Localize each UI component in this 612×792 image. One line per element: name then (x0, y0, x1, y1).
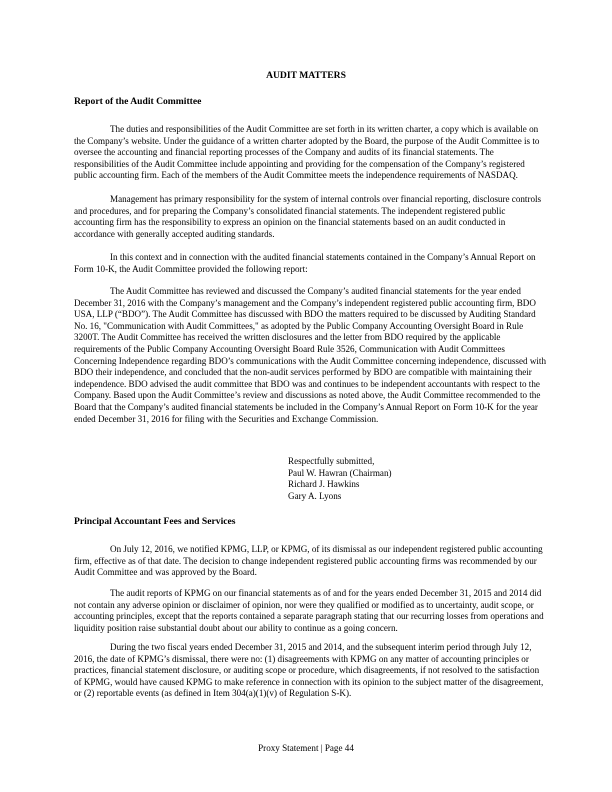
section-heading-audit-committee-report: Report of the Audit Committee (74, 96, 202, 107)
paragraph-committee-duties: The duties and responsibilities of the Audit Committee are set forth in its written charter, a copy which is available on the Company’s website. Under the guidance of a written charter adopted by the Board, the purpose of the Audit Committee is to oversee the accounting and financial reporting processes of the Company and audits of its financial statements. The responsibilities of the Audit Committee include appointing and providing for the compensation of the Company’s registered public accounting firm. Each of the members of the Audit Committee meets the independence requirements of NASDAQ. (74, 124, 540, 181)
paragraph-committee-report: The Audit Committee has reviewed and discussed the Company’s audited financial statements for the year ended December 31, 2016 with the Company’s management and the Company’s independent registered public accounting firm, BDO USA, LLP (“BDO”). The Audit Committee has discussed with BDO the matters required to be discussed by Auditing Standard No. 16, "Communication with Audit Committees," as adopted by the Public Company Accounting Oversight Board in Rule 3200T. The Audit Committee has received the written disclosures and the letter from BDO required by the applicable requirements of the Public Company Accounting Oversight Board Rule 3526, Communication with Audit Committees Concerning Independence regarding BDO’s communications with the Audit Committee concerning independence, discussed with BDO their independence, and concluded that the non-audit services performed by BDO are compatible with maintaining their independence. BDO advised the audit committee that BDO was and continues to be independent accountants with respect to the Company. Based upon the Audit Committee’s review and discussions as noted above, the Audit Committee recommended to the Board that the Company’s audited financial statements be included in the Company’s Annual Report on Form 10-K for the year ended December 31, 2016 for filing with the Securities and Exchange Commission. (74, 286, 546, 424)
page-title: AUDIT MATTERS (266, 70, 346, 81)
signature-name: Richard J. Hawkins (288, 479, 360, 490)
paragraph-kpmg-audit-reports: The audit reports of KPMG on our financial statements as of and for the years ended December 31, 2015 and 2014 did not contain any adverse opinion or disclaimer of opinion, nor were they qualified or modified as to uncertainty, audit scope, or accounting principles, except that the reports contained a separate paragraph stating that our recurring losses from operations and liquidity position raise substantial doubt about our ability to continue as a going concern. (74, 588, 544, 633)
signature-closing: Respectfully submitted, (288, 456, 375, 466)
section-heading-accountant-fees: Principal Accountant Fees and Services (74, 516, 236, 527)
signature-name: Paul W. Hawran (Chairman) (288, 467, 392, 478)
paragraph-management-responsibility: Management has primary responsibility for the system of internal controls over financial reporting, disclosure controls and procedures, and for preparing the Company’s consolidated financial statements. The independent registered public accounting firm has the responsibility to express an opinion on the financial statements based on an audit conducted in accordance with generally accepted auditing standards. (74, 194, 542, 239)
paragraph-no-disagreements: During the two fiscal years ended December 31, 2015 and 2014, and the subsequent interim period through July 12, 2016, the date of KPMG’s dismissal, there were no: (1) disagreements with KPMG on any matter of accounting principles or practices, financial statement disclosure, or auditing scope or procedure, which disagreements, if not resolved to the satisfaction of KPMG, would have caused KPMG to make reference in connection with its opinion to the subject matter of the disagreement, or (2) reportable events (as defined in Item 304(a)(1)(v) of Regulation S-K). (74, 642, 544, 699)
page-footer: Proxy Statement | Page 44 (258, 743, 354, 753)
paragraph-context: In this context and in connection with the audited financial statements contained in the Company’s Annual Report on Form 10-K, the Audit Committee provided the following report: (74, 252, 536, 274)
paragraph-kpmg-dismissal: On July 12, 2016, we notified KPMG, LLP, or KPMG, of its dismissal as our independent registered public accounting firm, effective as of that date. The decision to change independent registered public accounting firms was recommended by our Audit Committee and was approved by the Board. (74, 544, 543, 578)
signature-name: Gary A. Lyons (288, 490, 342, 501)
